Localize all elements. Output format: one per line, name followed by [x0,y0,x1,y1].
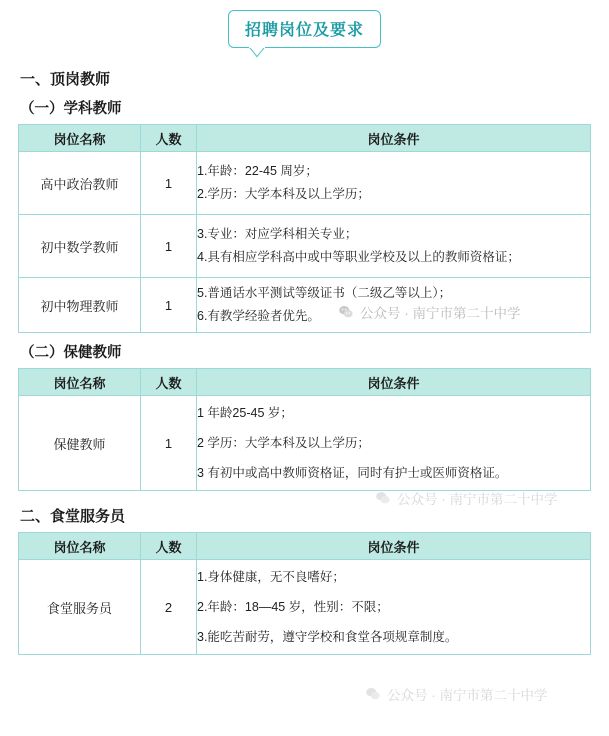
table-header-count: 人数 [141,369,197,396]
cell-position-conditions [197,278,591,333]
table-header-name: 岗位名称 [19,533,141,560]
condition-line: 1.年龄：22-45 周岁； [197,163,318,178]
table-row [19,215,591,278]
condition-line: 6.有教学经验者优先。 [197,309,320,323]
condition-line: 1 年龄25-45 岁； [197,406,293,420]
watermark-text: 公众号 · 南宁市第二十中学 [360,306,521,321]
title-tail-cover [249,45,265,48]
table-header-name: 岗位名称 [19,125,141,152]
cell-position-name: 初中物理教师 [19,278,141,333]
cell-position-count: 1 [141,152,197,215]
watermark-text: 公众号 · 南宁市第二十中学 [387,688,548,703]
cell-position-count: 1 [141,396,197,491]
cell-position-count: 2 [141,560,197,655]
table-canteen-staff [18,532,591,655]
watermark-text: 公众号 · 南宁市第二十中学 [397,492,558,507]
condition-line: 5.普通话水平测试等级证书（二级乙等以上）； [197,285,452,300]
condition-line: 3.专业：对应学科相关专业； [197,226,358,241]
page-title-text: 招聘岗位及要求 [244,22,364,39]
condition-line: 1.身体健康，无不良嗜好； [197,570,345,584]
condition-line: 2.年龄：18—45 岁，性别：不限； [197,600,389,614]
cell-position-count: 1 [141,215,197,278]
cell-position-name: 保健教师 [19,396,141,491]
wechat-logo-icon [375,490,391,506]
table-header-count: 人数 [141,533,197,560]
table-header-count: 人数 [141,125,197,152]
table-header-conditions: 岗位条件 [197,125,591,152]
cell-position-conditions [197,560,591,655]
wechat-logo-icon [365,686,381,702]
condition-line: 3.能吃苦耐劳，遵守学校和食堂各项规章制度。 [197,630,458,644]
table-header-conditions: 岗位条件 [197,533,591,560]
section-heading-1: 一、顶岗教师 [20,71,111,88]
cell-position-conditions [197,215,591,278]
table-header-row [19,125,591,152]
cell-position-count: 1 [141,278,197,333]
table-row [19,152,591,215]
cell-position-conditions [197,396,591,491]
table-row [19,560,591,655]
table-header-row [19,533,591,560]
condition-line: 3 有初中或高中教师资格证，同时有护士或医师资格证。 [197,466,508,480]
table-health-teacher [18,368,591,491]
table-header-row [19,369,591,396]
condition-line: 2 学历：大学本科及以上学历； [197,436,370,450]
condition-line: 4.具有相应学科高中或中等职业学校及以上的教师资格证； [197,250,520,264]
table-row [19,278,591,333]
section-subheading-1: （一）学科教师 [20,101,122,117]
section-heading-3: 二、食堂服务员 [20,508,126,525]
condition-line: 2.学历：大学本科及以上学历； [197,187,370,201]
section-subheading-2: （二）保健教师 [20,345,122,361]
cell-position-name: 高中政治教师 [19,152,141,215]
cell-position-name: 初中数学教师 [19,215,141,278]
title-container [18,0,591,54]
watermark [365,684,548,704]
cell-position-conditions [197,152,591,215]
cell-position-name: 食堂服务员 [19,560,141,655]
table-header-conditions: 岗位条件 [197,369,591,396]
table-header-name: 岗位名称 [19,369,141,396]
table-row [19,396,591,491]
title-tail-decoration [249,39,264,58]
table-subject-teachers [18,124,591,333]
page-title [228,10,381,48]
